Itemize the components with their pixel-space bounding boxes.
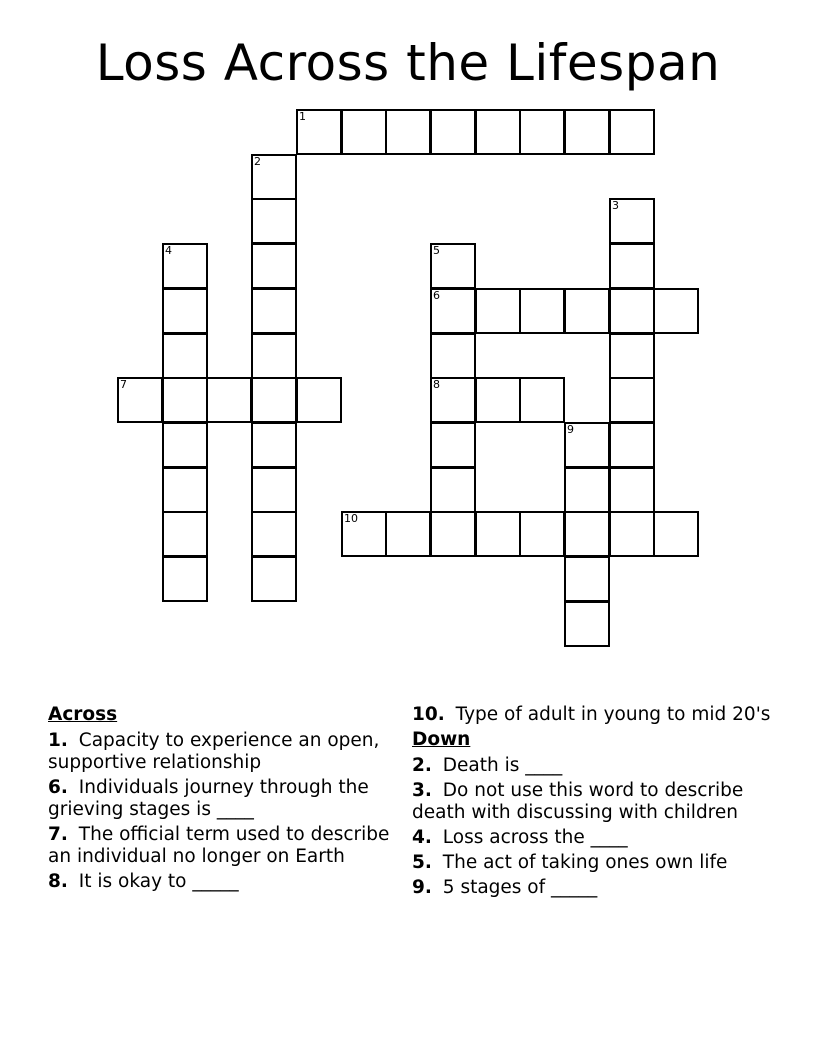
grid-cell[interactable] bbox=[475, 511, 521, 557]
grid-cell[interactable] bbox=[564, 556, 610, 602]
grid-cell[interactable] bbox=[609, 333, 655, 379]
clue-item-text: It is okay to _____ bbox=[72, 871, 239, 892]
grid-cell[interactable] bbox=[564, 601, 610, 647]
grid-cell[interactable] bbox=[609, 422, 655, 468]
grid-cell[interactable] bbox=[162, 377, 208, 423]
grid-cell[interactable] bbox=[653, 288, 699, 334]
clue-item bbox=[412, 780, 772, 824]
grid-cell[interactable] bbox=[519, 377, 565, 423]
grid-cell[interactable] bbox=[251, 243, 297, 289]
grid-cell[interactable] bbox=[251, 556, 297, 602]
clue-item bbox=[412, 852, 772, 874]
grid-cell[interactable] bbox=[519, 511, 565, 557]
grid-cell[interactable] bbox=[162, 422, 208, 468]
down-heading: Down bbox=[412, 729, 471, 750]
clue-item-number: 4. bbox=[412, 827, 432, 848]
grid-cell[interactable] bbox=[564, 288, 610, 334]
grid-cell[interactable] bbox=[564, 422, 610, 468]
clue-item bbox=[48, 824, 398, 868]
grid-cell[interactable] bbox=[251, 198, 297, 244]
clue-item-number: 8. bbox=[48, 871, 68, 892]
grid-cell[interactable] bbox=[475, 288, 521, 334]
grid-cell[interactable] bbox=[117, 377, 163, 423]
clue-item bbox=[412, 704, 772, 726]
grid-cell[interactable] bbox=[251, 333, 297, 379]
grid-cell[interactable] bbox=[475, 377, 521, 423]
clue-number: 1 bbox=[299, 110, 306, 123]
grid-cell[interactable] bbox=[385, 511, 431, 557]
grid-cell[interactable] bbox=[162, 333, 208, 379]
grid-cell[interactable] bbox=[430, 243, 476, 289]
clue-item-text: Death is ____ bbox=[436, 755, 563, 776]
clue-number: 7 bbox=[120, 378, 127, 391]
page-title: Loss Across the Lifespan bbox=[95, 34, 721, 92]
grid-cell[interactable] bbox=[564, 467, 610, 513]
clue-item-number: 2. bbox=[412, 755, 432, 776]
clue-number: 5 bbox=[433, 244, 440, 257]
grid-cell[interactable] bbox=[609, 377, 655, 423]
grid-cell[interactable] bbox=[296, 377, 342, 423]
clue-item-text: The act of taking ones own life bbox=[436, 852, 728, 873]
grid-cell[interactable] bbox=[162, 243, 208, 289]
grid-cell[interactable] bbox=[296, 109, 342, 155]
clue-item-text: Do not use this word to describe death with discussing with children bbox=[412, 780, 744, 823]
grid-cell[interactable] bbox=[162, 467, 208, 513]
grid-cell[interactable] bbox=[251, 377, 297, 423]
clue-item-number: 9. bbox=[412, 877, 432, 898]
clue-number: 9 bbox=[567, 423, 574, 436]
grid-cell[interactable] bbox=[609, 511, 655, 557]
clue-item-text: 5 stages of _____ bbox=[436, 877, 598, 898]
clue-number: 8 bbox=[433, 378, 440, 391]
clue-item-text: Individuals journey through the grieving stages is ____ bbox=[48, 777, 369, 820]
clue-item-number: 7. bbox=[48, 824, 68, 845]
grid-cell[interactable] bbox=[564, 511, 610, 557]
clue-item-number: 1. bbox=[48, 730, 68, 751]
grid-cell[interactable] bbox=[341, 511, 387, 557]
clue-item-number: 3. bbox=[412, 780, 432, 801]
grid-cell[interactable] bbox=[206, 377, 252, 423]
clue-item bbox=[48, 871, 398, 893]
grid-cell[interactable] bbox=[251, 422, 297, 468]
clue-item-number: 5. bbox=[412, 852, 432, 873]
clue-item bbox=[412, 755, 772, 777]
grid-cell[interactable] bbox=[430, 109, 476, 155]
clues-left-column bbox=[48, 704, 398, 896]
down-clue-list bbox=[412, 755, 772, 899]
grid-cell[interactable] bbox=[519, 288, 565, 334]
grid-cell[interactable] bbox=[609, 288, 655, 334]
across-heading: Across bbox=[48, 704, 118, 725]
clue-item bbox=[412, 877, 772, 899]
clue-number: 10 bbox=[344, 512, 358, 525]
grid-cell[interactable] bbox=[653, 511, 699, 557]
grid-cell[interactable] bbox=[430, 467, 476, 513]
grid-cell[interactable] bbox=[341, 109, 387, 155]
clue-number: 3 bbox=[612, 199, 619, 212]
clue-item-number: 6. bbox=[48, 777, 68, 798]
grid-cell[interactable] bbox=[609, 243, 655, 289]
grid-cell[interactable] bbox=[385, 109, 431, 155]
grid-cell[interactable] bbox=[430, 333, 476, 379]
clue-item-number: 10. bbox=[412, 704, 445, 725]
grid-cell[interactable] bbox=[430, 377, 476, 423]
grid-cell[interactable] bbox=[162, 511, 208, 557]
clue-item-text: Capacity to experience an open, supportive relationship bbox=[48, 730, 380, 773]
clue-item-text: The official term used to describe an individual no longer on Earth bbox=[48, 824, 390, 867]
grid-cell[interactable] bbox=[609, 109, 655, 155]
grid-cell[interactable] bbox=[564, 109, 610, 155]
clue-item bbox=[48, 777, 398, 821]
clue-item-text: Loss across the ____ bbox=[436, 827, 628, 848]
grid-cell[interactable] bbox=[251, 288, 297, 334]
grid-cell[interactable] bbox=[251, 511, 297, 557]
clue-item-text: Type of adult in young to mid 20's bbox=[449, 704, 771, 725]
grid-cell[interactable] bbox=[430, 422, 476, 468]
clue-number: 2 bbox=[254, 155, 261, 168]
grid-cell[interactable] bbox=[430, 288, 476, 334]
grid-cell[interactable] bbox=[162, 556, 208, 602]
clue-number: 6 bbox=[433, 289, 440, 302]
grid-cell[interactable] bbox=[251, 467, 297, 513]
grid-cell[interactable] bbox=[475, 109, 521, 155]
across-clue-list-continued bbox=[412, 704, 772, 726]
grid-cell[interactable] bbox=[162, 288, 208, 334]
grid-cell[interactable] bbox=[519, 109, 565, 155]
grid-cell[interactable] bbox=[609, 198, 655, 244]
clue-number: 4 bbox=[165, 244, 172, 257]
clues-right-column bbox=[412, 704, 772, 902]
grid-cell[interactable] bbox=[609, 467, 655, 513]
grid-cell[interactable] bbox=[430, 511, 476, 557]
across-clue-list bbox=[48, 730, 398, 893]
grid-cell[interactable] bbox=[251, 154, 297, 200]
clue-item bbox=[412, 827, 772, 849]
clue-item bbox=[48, 730, 398, 774]
